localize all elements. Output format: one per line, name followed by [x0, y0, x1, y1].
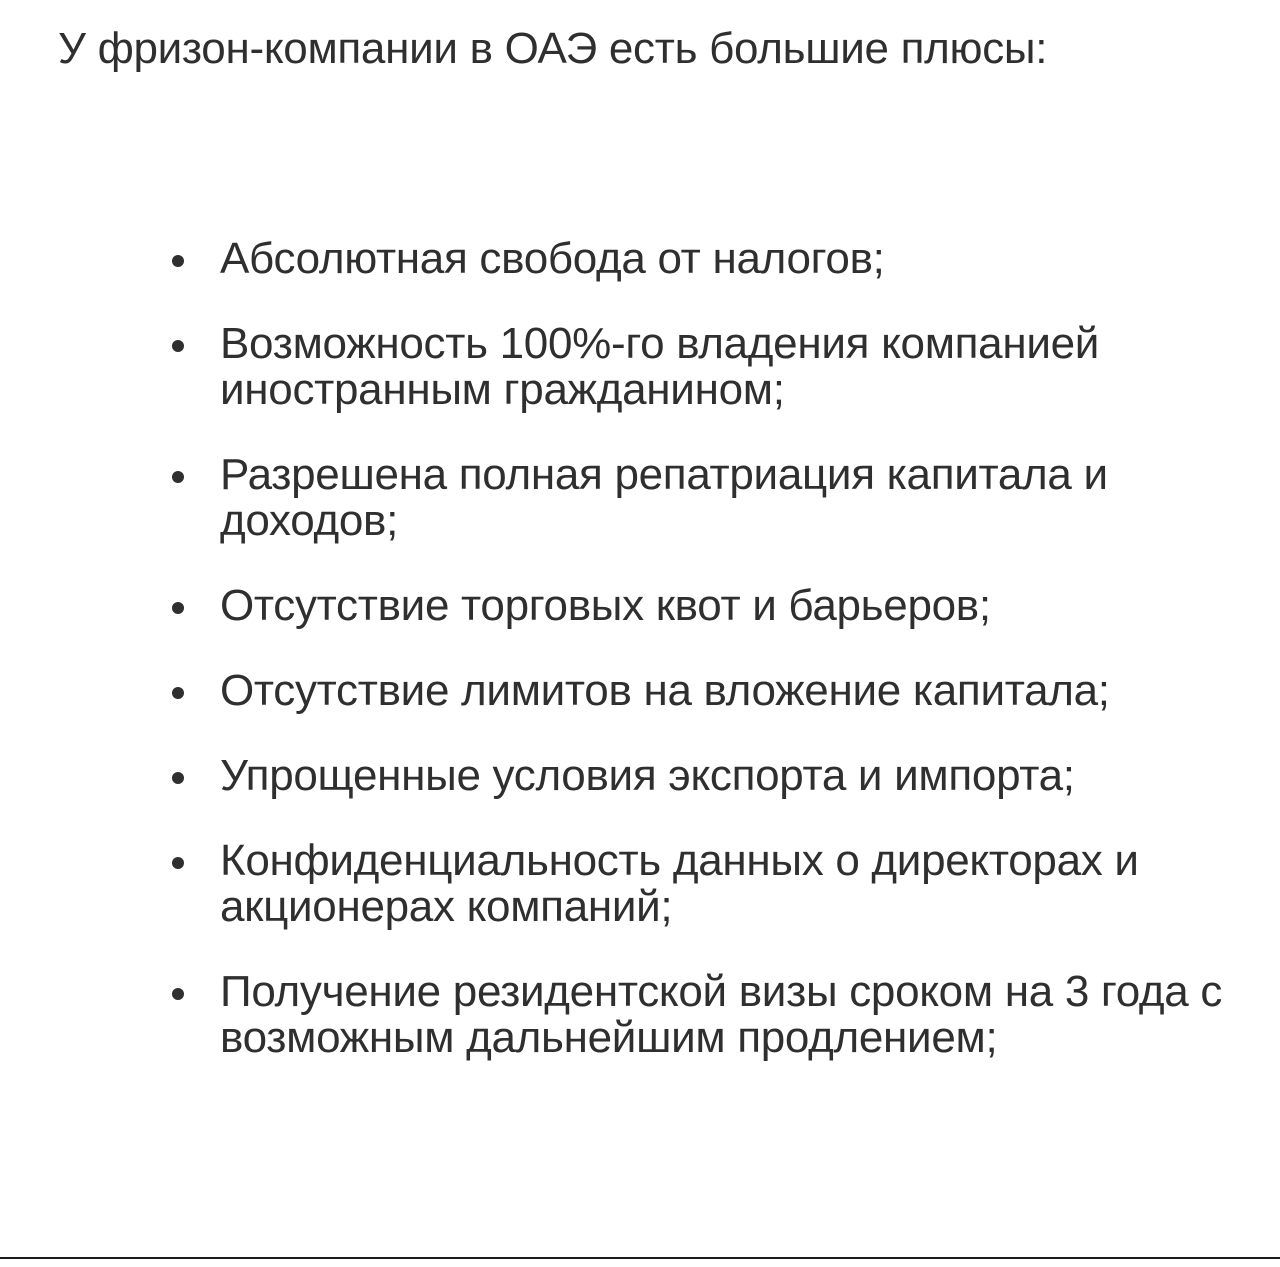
bullet-icon: [172, 602, 184, 614]
intro-paragraph: У фризон-компании в ОАЭ есть большие плюсы:: [58, 24, 1048, 73]
list-item-text: Упрощенные условия экспорта и импорта;: [220, 751, 1075, 800]
bullet-icon: [172, 255, 184, 267]
list-item: [220, 838, 1230, 930]
bullet-icon: [172, 687, 184, 699]
list-item-text: Получение резидентской визы сроком на 3 года с возможным дальнейшим продлением;: [220, 967, 1223, 1062]
benefits-list: [220, 236, 1230, 1100]
bullet-icon: [172, 772, 184, 784]
list-item-text: Разрешена полная репатриация капитала и доходов;: [220, 450, 1108, 545]
bullet-icon: [172, 988, 184, 1000]
bullet-icon: [172, 857, 184, 869]
list-item-text: Отсутствие торговых квот и барьеров;: [220, 581, 991, 630]
list-item: [220, 969, 1230, 1061]
list-item: [220, 236, 1230, 282]
list-item: [220, 668, 1230, 714]
bullet-icon: [172, 340, 184, 352]
list-item: [220, 753, 1230, 799]
list-item-text: Возможность 100%-го владения компанией иностранным гражданином;: [220, 319, 1100, 414]
bottom-divider: [0, 1257, 1280, 1259]
list-item-text: Конфиденциальность данных о директорах и акционерах компаний;: [220, 836, 1139, 931]
list-item-text: Абсолютная свобода от налогов;: [220, 234, 885, 283]
list-item: [220, 583, 1230, 629]
bullet-icon: [172, 471, 184, 483]
list-item: [220, 452, 1230, 544]
list-item: [220, 321, 1230, 413]
list-item-text: Отсутствие лимитов на вложение капитала;: [220, 666, 1110, 715]
